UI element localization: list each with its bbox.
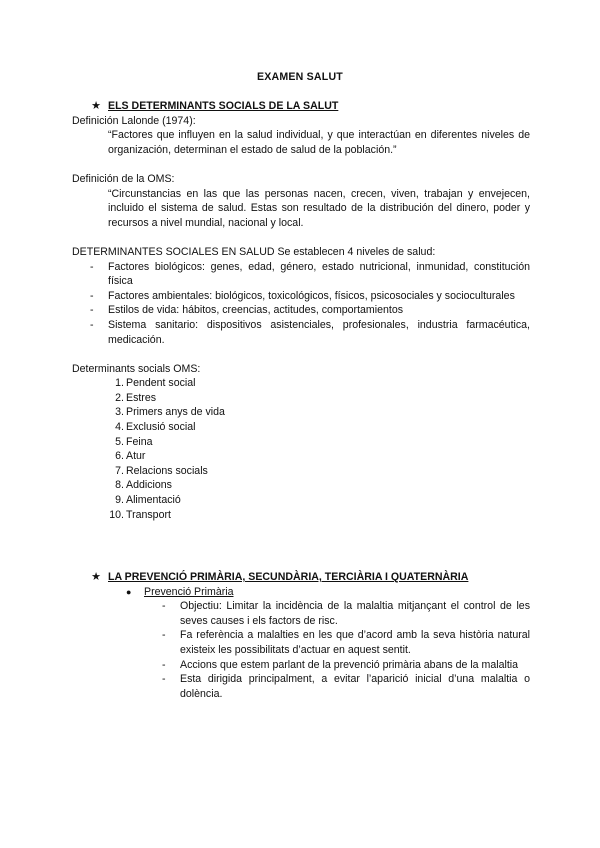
oms-determinants-list (72, 376, 530, 522)
list-item: - Accions que estem parlant de la prevenció primària abans de la malaltia (162, 658, 530, 673)
list-item: 8. Addicions (115, 479, 172, 492)
section-prevention (72, 570, 530, 701)
lalonde-quote: “Factores que influyen en la salud individual, y que interactúan en diferentes niveles de organización, determinan el estado de salud de la población.” (108, 129, 530, 156)
prevention-primary-list (162, 599, 530, 701)
list-item: - Estilos de vida: hábitos, creencias, actitudes, comportamientos (90, 303, 530, 318)
levels-list (90, 260, 530, 348)
list-item: - Objectiu: Limitar la incidència de la malaltia mitjançant el control de les seves causes i els factors de risc. (162, 599, 530, 628)
oms-list-label: Determinants socials OMS: (72, 362, 201, 375)
determinantes-intro: DETERMINANTES SOCIALES EN SALUD Se establecen 4 niveles de salud: (72, 245, 436, 258)
star-bullet-icon: ★ (91, 571, 101, 583)
section-heading: LA PREVENCIÓ PRIMÀRIA, SECUNDÀRIA, TERCIÀRIA I QUATERNÀRIA (108, 571, 469, 583)
list-item: - Esta dirigida principalment, a evitar l’aparició inicial d’una malaltia o dolència. (162, 672, 530, 701)
list-item: - Factores biológicos: genes, edad, género, estado nutricional, inmunidad, constitución física (90, 260, 530, 289)
list-item: - Sistema sanitario: dispositivos asistenciales, profesionales, industria farmacéutica, medicación. (90, 318, 530, 347)
list-item: 5. Feina (115, 435, 153, 448)
round-bullet-icon: ● (126, 586, 132, 597)
list-item: - Factores ambientales: biológicos, toxicológicos, físicos, psicosociales y socioculturales (90, 289, 530, 304)
list-item: 6. Atur (115, 450, 146, 463)
section-heading-line (72, 570, 530, 585)
section-heading-line (72, 99, 530, 114)
section-heading: ELS DETERMINANTS SOCIALS DE LA SALUT (108, 100, 339, 112)
list-item: 7. Relacions socials (115, 464, 208, 477)
list-item: - Fa referència a malalties en les que d’acord amb la seva història natural existeix les possibilitats d’actuar en aquest sentit. (162, 628, 530, 657)
list-item: 3. Primers anys de vida (115, 406, 225, 419)
oms-quote: “Circunstancias en las que las personas nacen, crecen, viven, trabajan y envejecen, incluido el sistema de salud. Estas son resultado de la distribución del dinero, poder y recursos a nivel mundial, nacional y local. (108, 187, 530, 229)
list-item: 9. Alimentació (115, 494, 181, 507)
section-determinants (72, 99, 530, 522)
list-item: 10. Transport (109, 508, 171, 521)
document-title: EXAMEN SALUT (257, 71, 343, 83)
list-item: 4. Exclusió social (115, 421, 196, 434)
oms-label: Definición de la OMS: (72, 172, 175, 185)
lalonde-label: Definición Lalonde (1974): (72, 114, 196, 127)
star-bullet-icon: ★ (91, 100, 101, 112)
list-item: 1. Pendent social (115, 377, 196, 390)
prevention-primary-heading: ● Prevenció Primària (126, 585, 234, 598)
list-item: 2. Estres (115, 391, 157, 404)
